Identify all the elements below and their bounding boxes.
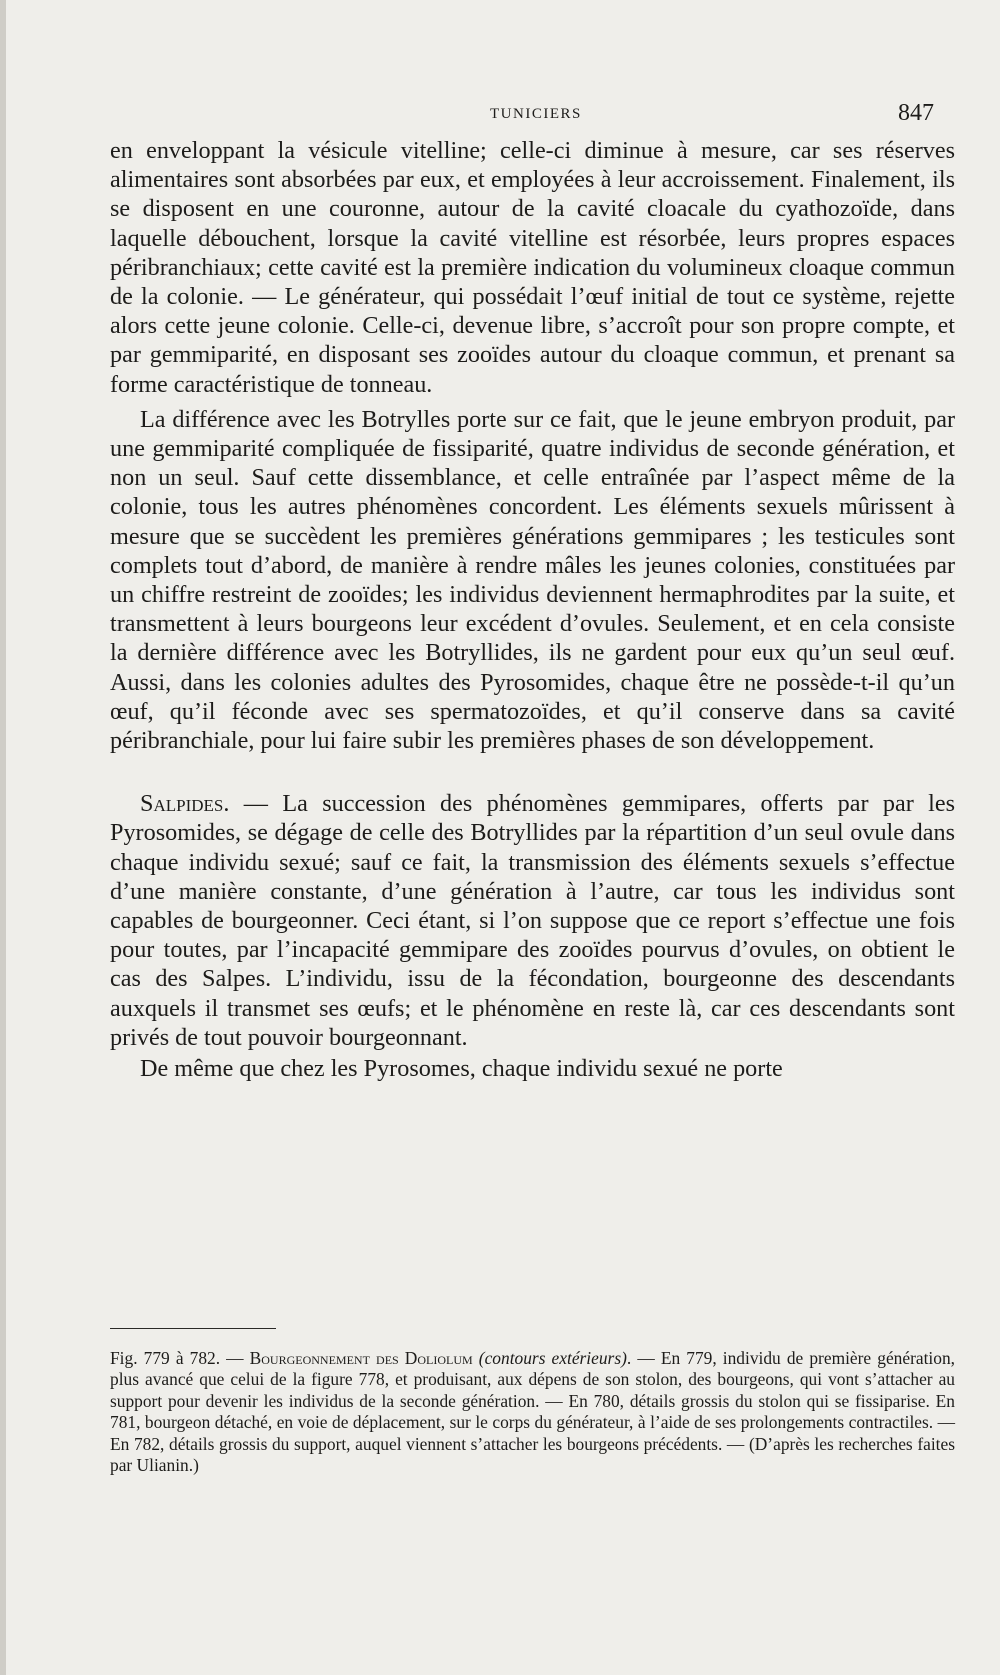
- running-title: TUNICIERS: [490, 106, 582, 122]
- caption-figure-ref: Fig. 779 à 782. —: [110, 1348, 250, 1368]
- paragraph-1: en enveloppant la vésicule vitelline; celle-ci diminue à mesure, car ses réserves alimentaires sont absorbées par eux, et employées à leur accroissement. Finalement, ils se disposent en une couronne, autour de la cavité cloacale du cyathozoïde, dans laquelle débouchent, lorsque la cavité vitelline est résorbée, leurs propres espaces péribranchiaux; cette cavité est la première indication du volumineux cloaque commun de la colonie. — Le générateur, qui possédait l’œuf initial de tout ce système, rejette alors cette jeune colonie. Celle-ci, devenue libre, s’accroît pour son propre compte, et par gemmiparité, en disposant ses zooïdes autour du cloaque commun, et prenant sa forme caractéristique de tonneau.: [110, 137, 955, 398]
- footnote-rule: [110, 1328, 276, 1329]
- page-number: 847: [898, 100, 934, 126]
- caption-title: Bourgeonnement des Doliolum: [249, 1348, 473, 1368]
- running-head: [0, 100, 1000, 130]
- body-text: [110, 136, 955, 1083]
- paragraph-3-text: — La succession des phénomènes gemmipares, offerts par par les Pyrosomides, se dégage de celle des Botryllides par la répartition d’un seul ovule dans chaque individu sexué; sauf ce fait, la transmission des éléments sexuels s’effectue d’une manière constante, d’une génération à l’autre, car tous les individus sont capables de bourgeonner. Ceci étant, si l’on suppose que ce report s’effectue une fois pour toutes, par l’incapacité gemmipare des zooïdes pourvus d’ovules, on obtient le cas des Salpes. L’individu, issu de la fécondation, bourgeonne des descendants auxquels il transmet ses œufs; et le phénomène en reste là, car ces descendants sont privés de tout pouvoir bourgeonnant.: [110, 790, 955, 1051]
- paragraph-3: [110, 789, 955, 1052]
- caption-title-note: (contours extérieurs): [478, 1348, 627, 1368]
- binding-edge: [0, 0, 6, 1675]
- caption-paragraph: [110, 1348, 955, 1476]
- paragraph-4: De même que chez les Pyrosomes, chaque individu sexué ne porte: [140, 1055, 783, 1083]
- section-heading-salpides: Salpides.: [140, 790, 230, 818]
- paragraph-2: La différence avec les Botrylles porte sur ce fait, que le jeune embryon produit, par une gemmiparité compliquée de fissiparité, quatre individus de seconde génération, et non un seul. Sauf cette dissemblance, et celle entraînée par l’aspect même de la colonie, tous les autres phénomènes concordent. Les éléments sexuels mûrissent à mesure que se succèdent les premières générations gemmipares ; les testicules sont complets tout d’abord, de manière à rendre mâles les jeunes colonies, constituées par un chiffre restreint de zooïdes; les individus deviennent hermaphrodites par la suite, et transmettent à leurs bourgeons leur excédent d’ovules. Seulement, et en cela consiste la dernière différence avec les Botryllides, ils ne gardent pour eux qu’un seul œuf. Aussi, dans les colonies adultes des Pyrosomides, chaque être ne possède-t-il qu’un œuf, qu’il féconde avec ses spermatozoïdes, et qu’il conserve dans sa cavité péribranchiale, pour lui faire subir les premières phases de son développement.: [110, 405, 955, 755]
- figure-caption: [110, 1348, 955, 1476]
- caption-text: . — En 779, individu de première génération, plus avancé que celui de la figure 778, et produisant, aux dépens de son stolon, des bourgeons, qui vont s’attacher au support pour devenir les individus de la seconde génération. — En 780, détails grossis du stolon qui se fissiparise. En 781, bourgeon détaché, en voie de déplacement, sur le corps du générateur, à l’aide de ses prolongements contractiles. — En 782, détails grossis du support, auquel viennent s’attacher les bourgeons précédents. — (D’après les recherches faites par Ulianin.): [110, 1348, 955, 1476]
